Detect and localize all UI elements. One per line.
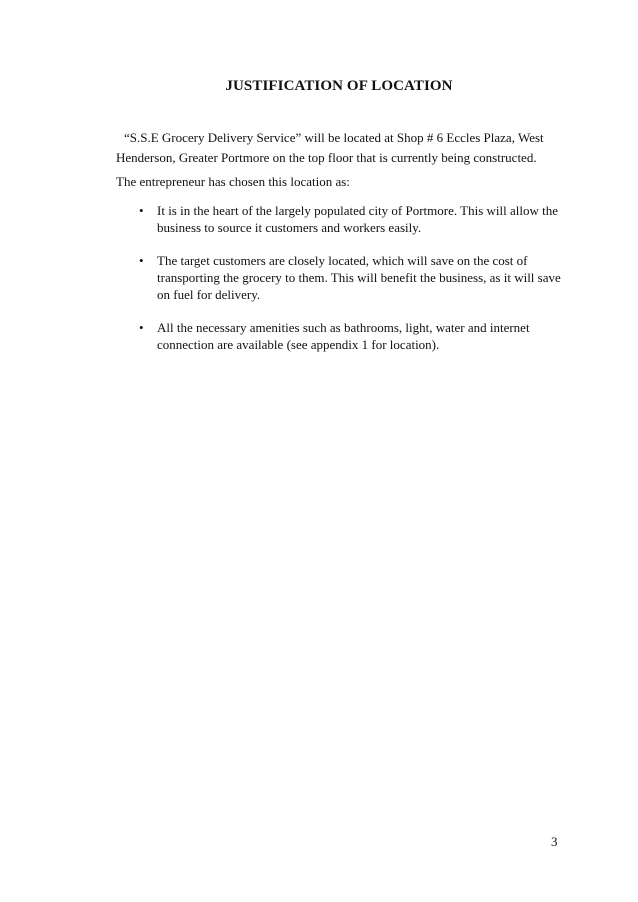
list-item-text: The target customers are closely located, which will save on the cost of transporting the grocery to them. This will benefit the business, as it will save on fuel for delivery. xyxy=(157,253,561,302)
bullet-icon: • xyxy=(139,203,144,218)
intro-paragraph: “S.S.E Grocery Delivery Service” will be located at Shop # 6 Eccles Plaza, West Henderson, Greater Portmore on the top floor that is currently being constructed. xyxy=(116,130,544,165)
lead-in-paragraph: The entrepreneur has chosen this location as: xyxy=(116,174,350,189)
list-item xyxy=(116,202,566,236)
list-item-text: It is in the heart of the largely populated city of Portmore. This will allow the business to source it customers and workers easily. xyxy=(157,203,558,235)
list-item-text: All the necessary amenities such as bathrooms, light, water and internet connection are available (see appendix 1 for location). xyxy=(157,320,530,352)
bullet-icon: • xyxy=(139,253,144,268)
list-item xyxy=(116,319,566,353)
page-title: JUSTIFICATION OF LOCATION xyxy=(225,78,453,94)
page-number: 3 xyxy=(551,834,558,849)
reasons-list xyxy=(116,202,566,369)
list-item xyxy=(116,252,566,303)
bullet-icon: • xyxy=(139,320,144,335)
